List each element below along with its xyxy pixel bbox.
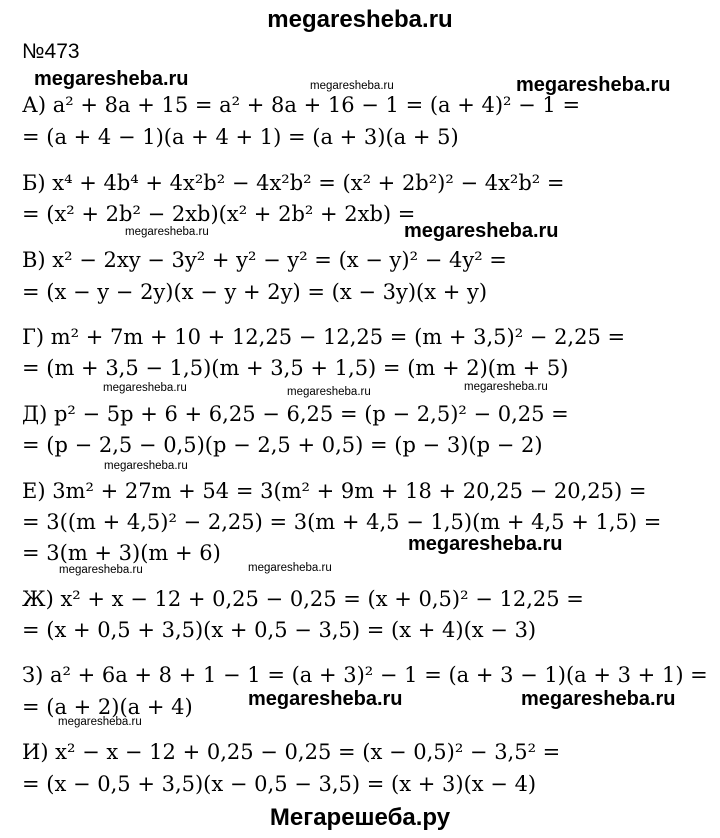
solution-line-a1: А) a² + 8a + 15 = a² + 8a + 16 − 1 = (a + 4)² − 1 = [22, 93, 581, 117]
watermark: megaresheba.ru [248, 688, 403, 710]
solution-line-zh1: Ж) x² + x − 12 + 0,25 − 0,25 = (x + 0,5)² − 12,25 = [22, 587, 584, 611]
watermark: megaresheba.ru [464, 381, 548, 393]
problem-number: №473 [22, 40, 80, 63]
solution-line-b2: = (x² + 2b² − 2xb)(x² + 2b² + 2xb) = [22, 202, 416, 226]
solution-line-z2: = (a + 2)(a + 4) [22, 695, 193, 719]
solution-line-i1: И) x² − x − 12 + 0,25 − 0,25 = (x − 0,5)² − 3,5² = [22, 740, 561, 764]
solution-line-z1: З) a² + 6a + 8 + 1 − 1 = (a + 3)² − 1 = (a + 3 − 1)(a + 3 + 1) = [22, 663, 708, 687]
solution-line-g2: = (m + 3,5 − 1,5)(m + 3,5 + 1,5) = (m + 2)(m + 5) [22, 356, 569, 380]
solution-line-a2: = (a + 4 − 1)(a + 4 + 1) = (a + 3)(a + 5) [22, 125, 459, 149]
solution-line-e2: = 3((m + 4,5)² − 2,25) = 3(m + 4,5 − 1,5)(m + 4,5 + 1,5) = [22, 510, 662, 534]
watermark: megaresheba.ru [516, 74, 671, 96]
watermark: megaresheba.ru [125, 226, 209, 238]
solution-line-g1: Г) m² + 7m + 10 + 12,25 − 12,25 = (m + 3,5)² − 2,25 = [22, 325, 626, 349]
solution-line-i2: = (x − 0,5 + 3,5)(x − 0,5 − 3,5) = (x + 3)(x − 4) [22, 772, 537, 796]
watermark: megaresheba.ru [59, 564, 143, 576]
solution-line-e3: = 3(m + 3)(m + 6) [22, 541, 221, 565]
watermark: megaresheba.ru [310, 80, 394, 92]
watermark: megaresheba.ru [408, 533, 563, 555]
watermark: megaresheba.ru [103, 382, 187, 394]
solution-line-v1: В) x² − 2xy − 3y² + y² − y² = (x − y)² − 4y² = [22, 248, 507, 272]
watermark: megaresheba.ru [521, 688, 676, 710]
solution-line-b1: Б) x⁴ + 4b⁴ + 4x²b² − 4x²b² = (x² + 2b²)² − 4x²b² = [22, 171, 565, 195]
solution-line-v2: = (x − y − 2y)(x − y + 2y) = (x − 3y)(x + y) [22, 280, 488, 304]
site-footer: Мегарешеба.ру [269, 804, 451, 831]
solution-line-d1: Д) p² − 5p + 6 + 6,25 − 6,25 = (p − 2,5)² − 0,25 = [22, 402, 569, 426]
watermark: megaresheba.ru [58, 716, 142, 728]
solution-line-e1: Е) 3m² + 27m + 54 = 3(m² + 9m + 18 + 20,25 − 20,25) = [22, 479, 647, 503]
watermark: megaresheba.ru [287, 386, 371, 398]
watermark: megaresheba.ru [248, 562, 332, 574]
watermark: megaresheba.ru [34, 68, 189, 90]
solution-line-zh2: = (x + 0,5 + 3,5)(x + 0,5 − 3,5) = (x + 4)(x − 3) [22, 618, 537, 642]
watermark: megaresheba.ru [404, 220, 559, 242]
solution-line-d2: = (p − 2,5 − 0,5)(p − 2,5 + 0,5) = (p − 3)(p − 2) [22, 433, 543, 457]
watermark: megaresheba.ru [104, 460, 188, 472]
site-header: megaresheba.ru [267, 6, 453, 33]
